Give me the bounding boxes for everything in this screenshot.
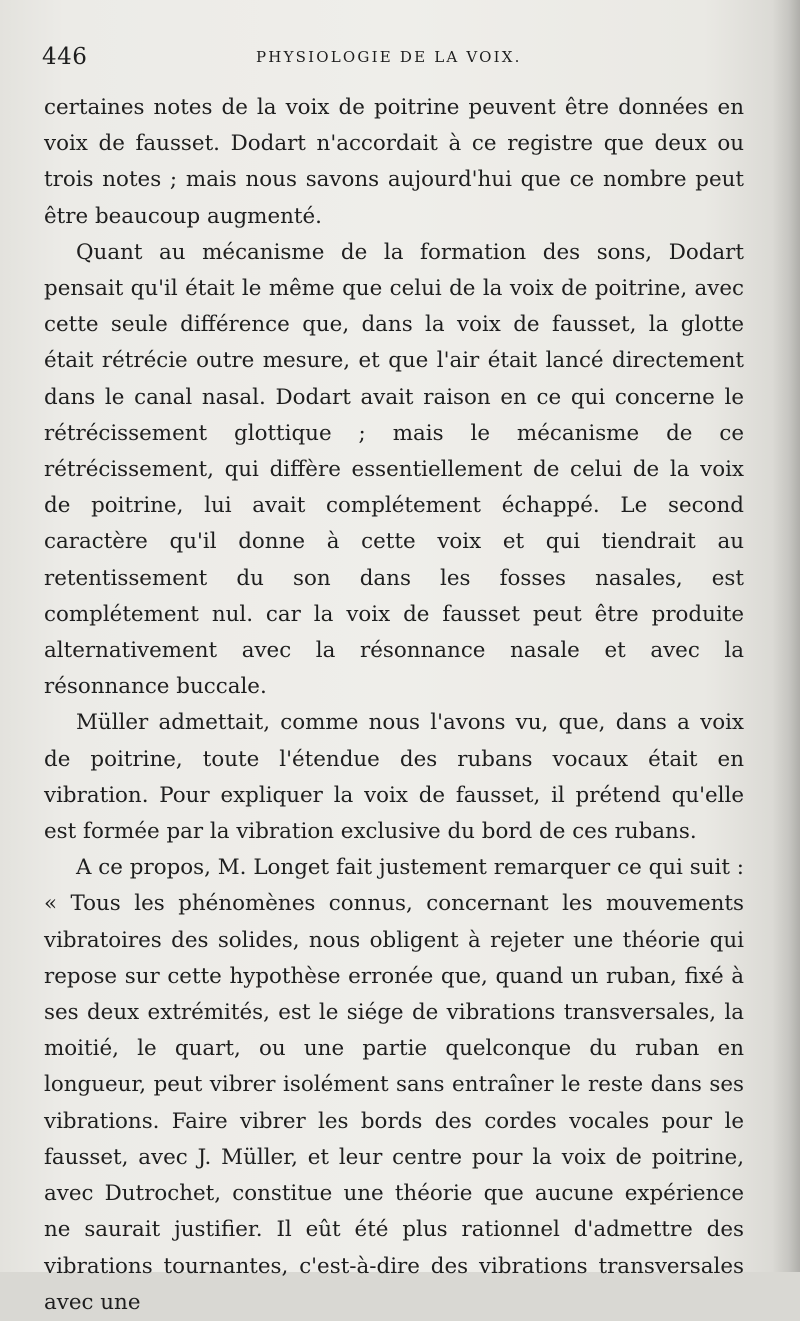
paragraph-muller-theory: Müller admettait, comme nous l'avons vu, que, dans a voix de poitrine, toute l'étendue des rubans vocaux était en vibration. Pour expliquer la voix de fausset, il prétend qu'elle est formée par la vibration exclusive du bord de ces rubans. bbox=[44, 710, 744, 845]
running-title: PHYSIOLOGIE DE LA VOIX. bbox=[256, 48, 522, 66]
paragraph-longet-quote: A ce propos, M. Longet fait justement remarquer ce qui suit : « Tous les phénomènes connus, concernant les mouvements vibratoires des solides, nous obligent à rejeter une théorie qui repose sur cette hypothèse erronée que, quand un ruban, fixé à ses deux extrémités, est le siége de vibrations transversales, la moitié, le quart, ou une partie quelconque du ruban en longueur, peut vibrer isolément sans entraîner le reste dans ses vibrations. Faire vibrer les bords des cordes vocales pour le fausset, avec J. Müller, et leur centre pour la voix de poitrine, avec Dutrochet, constitue une théorie que aucune expérience ne saurait justifier. Il eût été plus rationnel d'admettre des vibrations tournantes, c'est-à-dire des vibrations transversales avec une bbox=[44, 855, 744, 1315]
paragraph-dodart-mechanism: Quant au mécanisme de la formation des sons, Dodart pensait qu'il était le même que celui de la voix de poitrine, avec cette seule différence que, dans la voix de fausset, la glotte était rétrécie outre mesure, et que l'air était lancé directement dans le canal nasal. Dodart avait raison en ce qui concerne le rétrécissement glottique ; mais le mécanisme de ce rétrécissement, qui diffère essentiellement de celui de la voix de poitrine, lui avait complétement échappé. Le second caractère qu'il donne à cette voix et qui tiendrait au retentissement du son dans les fosses nasales, est complétement nul. car la voix de fausset peut être produite alternativement avec la résonnance nasale et avec la résonnance buccale. bbox=[44, 239, 744, 700]
body-text bbox=[44, 90, 744, 1315]
page-number: 446 bbox=[42, 44, 88, 70]
paragraph-continuation: certaines notes de la voix de poitrine peuvent être données en voix de fausset. Dodart n'accordait à ce registre que deux ou trois notes ; mais nous savons aujourd'hui que ce nombre peut être beaucoup augmenté. bbox=[44, 95, 744, 229]
running-head bbox=[42, 40, 742, 74]
